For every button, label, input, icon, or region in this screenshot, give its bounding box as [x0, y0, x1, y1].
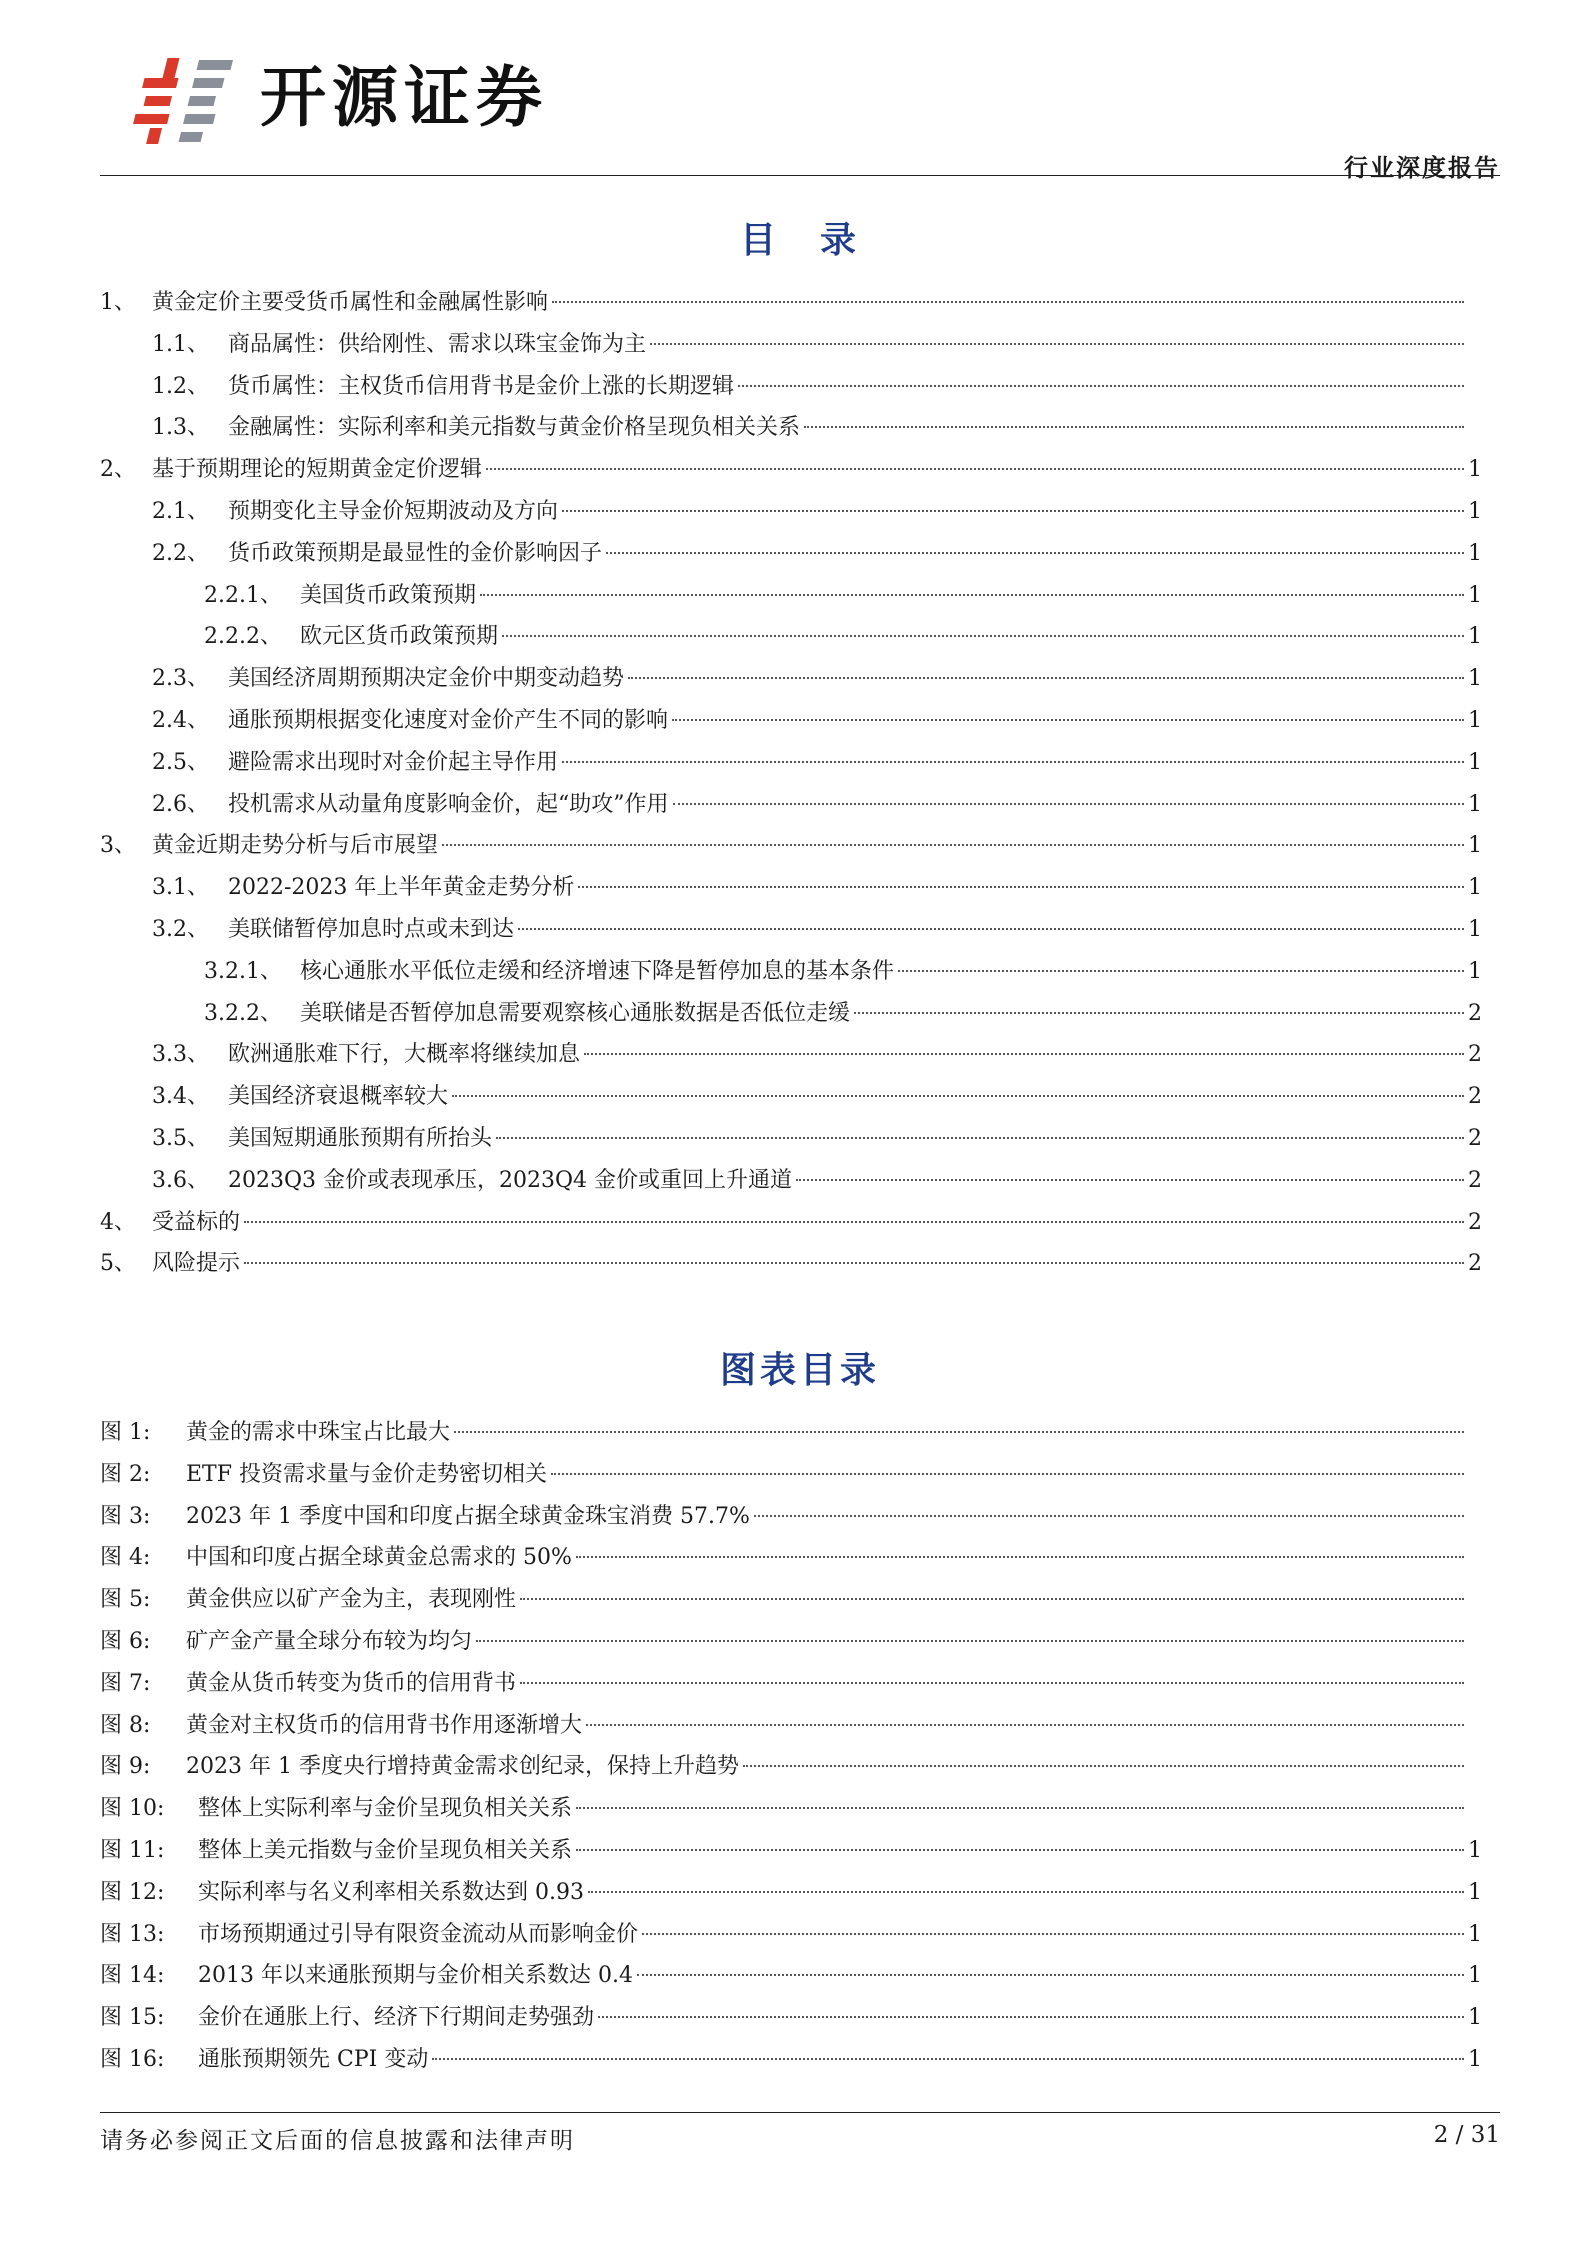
entry-page-number: 1	[1468, 1963, 1482, 1989]
entry-title: 矿产金产量全球分布较为均匀	[186, 1628, 473, 1654]
dot-leader	[244, 1261, 1464, 1264]
entry-title: 整体上美元指数与金价呈现负相关关系	[198, 1837, 573, 1863]
footer-divider	[100, 2112, 1500, 2113]
dot-leader	[738, 384, 1464, 387]
dot-leader	[442, 843, 1464, 846]
toc-entry[interactable]	[100, 1034, 1482, 1076]
page-header	[100, 48, 1500, 182]
figure-entry[interactable]	[100, 1788, 1482, 1830]
entry-page-number: 1	[1468, 1921, 1482, 1947]
dot-leader	[576, 1806, 1464, 1809]
entry-number: 图 6:	[100, 1628, 151, 1654]
entry-title: 美国货币政策预期	[300, 582, 477, 608]
entry-title: 黄金的需求中珠宝占比最大	[186, 1420, 451, 1445]
dot-leader	[520, 1597, 1464, 1600]
dot-leader	[606, 551, 1464, 554]
figure-entry[interactable]	[100, 1830, 1482, 1872]
entry-page-number: 1	[1468, 1879, 1482, 1905]
entry-title: 美国短期通胀预期有所抬头	[228, 1125, 493, 1151]
figure-entry[interactable]	[100, 1663, 1482, 1705]
toc-entry[interactable]	[100, 784, 1482, 826]
entry-title: 货币属性：主权货币信用背书是金价上涨的长期逻辑	[228, 373, 735, 399]
figure-entry[interactable]	[100, 2039, 1482, 2081]
entry-page-number: 1	[1468, 666, 1482, 692]
entry-page-number: 1	[1468, 582, 1482, 608]
figure-entry[interactable]	[100, 1746, 1482, 1788]
dot-leader	[496, 1136, 1464, 1139]
entry-number: 图 16:	[100, 2046, 165, 2072]
dot-leader	[743, 1764, 1464, 1767]
entry-title: ETF 投资需求量与金价走势密切相关	[186, 1461, 547, 1487]
dot-leader	[598, 2015, 1464, 2018]
toc-entry[interactable]	[100, 1202, 1482, 1244]
entry-page-number: 1	[1468, 833, 1482, 859]
footer-disclaimer: 请务必参阅正文后面的信息披露和法律声明	[100, 2128, 575, 2154]
entry-title: 2013 年以来通胀预期与金价相关系数达 0.4	[198, 1963, 633, 1989]
entry-title: 商品属性：供给刚性、需求以珠宝金饰为主	[228, 331, 647, 357]
entry-title: 美联储是否暂停加息需要观察核心通胀数据是否低位走缓	[300, 1000, 851, 1026]
entry-number: 1.3、	[152, 415, 209, 441]
toc-entry[interactable]	[100, 742, 1482, 784]
entry-number: 3.1、	[152, 875, 209, 901]
toc-entry[interactable]	[100, 1243, 1482, 1285]
entry-number: 3.2.2、	[204, 1000, 282, 1026]
toc-entry[interactable]	[100, 951, 1482, 993]
dot-leader	[854, 1011, 1464, 1014]
entry-number: 2.3、	[152, 666, 209, 692]
entry-number: 1.1、	[152, 331, 209, 357]
entry-title: 通胀预期根据变化速度对金价产生不同的影响	[228, 707, 669, 733]
toc-entry[interactable]	[100, 533, 1482, 575]
entry-number: 图 4:	[100, 1545, 151, 1571]
toc-entry[interactable]	[100, 1160, 1482, 1202]
entry-page-number: 1	[1468, 791, 1482, 817]
entry-number: 3.2、	[152, 916, 209, 942]
entry-title: 货币政策预期是最显性的金价影响因子	[228, 540, 603, 566]
entry-title: 核心通胀水平低位走缓和经济增速下降是暂停加息的基本条件	[300, 958, 895, 984]
logo-mark-icon	[130, 48, 240, 148]
entry-title: 黄金近期走势分析与后市展望	[152, 833, 439, 859]
dot-leader	[244, 1220, 1464, 1223]
figure-entry[interactable]	[100, 1955, 1482, 1997]
entry-number: 2、	[100, 457, 136, 483]
entry-number: 1、	[100, 290, 136, 315]
entry-number: 图 12:	[100, 1879, 165, 1905]
dot-leader	[486, 467, 1464, 470]
entry-title: 欧元区货币政策预期	[300, 624, 499, 650]
entry-title: 风险提示	[152, 1251, 241, 1277]
toc-entry[interactable]	[100, 1118, 1482, 1160]
entry-number: 3.3、	[152, 1042, 209, 1068]
entry-title: 基于预期理论的短期黄金定价逻辑	[152, 457, 483, 483]
toc-entry[interactable]	[100, 366, 1482, 408]
entry-page-number: 2	[1468, 1167, 1482, 1193]
dot-leader	[672, 718, 1464, 721]
entry-page-number: 1	[1468, 457, 1482, 483]
dot-leader	[454, 1430, 1464, 1433]
dot-leader	[518, 927, 1464, 930]
entry-number: 4、	[100, 1209, 136, 1235]
toc-entry[interactable]	[100, 993, 1482, 1035]
report-type-label: 行业深度报告	[1344, 153, 1500, 182]
entry-number: 图 8:	[100, 1712, 151, 1738]
entry-page-number: 1	[1468, 875, 1482, 901]
toc-entry[interactable]	[100, 449, 1482, 491]
entry-number: 2.2.2、	[204, 624, 282, 650]
dot-leader	[576, 1555, 1464, 1558]
entry-number: 图 10:	[100, 1796, 165, 1822]
entry-title: 黄金对主权货币的信用背书作用逐渐增大	[186, 1712, 583, 1738]
entry-title: 受益标的	[152, 1209, 241, 1235]
dot-leader	[576, 1848, 1464, 1851]
entry-title: 美国经济衰退概率较大	[228, 1084, 449, 1110]
toc-entry[interactable]	[100, 825, 1482, 867]
entry-number: 图 9:	[100, 1754, 151, 1780]
entry-number: 2.2、	[152, 540, 209, 566]
dot-leader	[584, 1052, 1464, 1055]
dot-leader	[628, 676, 1464, 679]
toc-entry[interactable]	[100, 407, 1482, 449]
entry-number: 图 11:	[100, 1837, 165, 1863]
page-number: 2 / 31	[1433, 2122, 1500, 2148]
entry-title: 金价在通胀上行、经济下行期间走势强劲	[198, 2005, 595, 2031]
dot-leader	[578, 885, 1464, 888]
figure-entry[interactable]	[100, 1412, 1482, 1454]
dot-leader	[502, 634, 1464, 637]
entry-number: 图 5:	[100, 1587, 151, 1613]
entry-title: 通胀预期领先 CPI 变动	[198, 2046, 429, 2072]
figure-entry[interactable]	[100, 1621, 1482, 1663]
entry-number: 图 7:	[100, 1670, 151, 1696]
entry-title: 预期变化主导金价短期波动及方向	[228, 498, 559, 524]
entry-page-number: 2	[1468, 1084, 1482, 1110]
entry-title: 黄金供应以矿产金为主，表现刚性	[186, 1587, 517, 1613]
dot-leader	[588, 1890, 1464, 1893]
dot-leader	[637, 1973, 1464, 1976]
entry-title: 美国经济周期预期决定金价中期变动趋势	[228, 666, 625, 692]
dot-leader	[520, 1681, 1464, 1684]
brand-name: 开源证券	[260, 59, 548, 136]
dot-leader	[804, 425, 1464, 428]
toc-entry[interactable]	[100, 658, 1482, 700]
entry-title: 投机需求从动量角度影响金价，起“助攻”作用	[228, 791, 669, 817]
entry-page-number: 1	[1468, 498, 1482, 524]
entry-title: 整体上实际利率与金价呈现负相关关系	[198, 1796, 573, 1822]
dot-leader	[476, 1639, 1464, 1642]
entry-number: 图 1:	[100, 1420, 151, 1445]
entry-page-number: 1	[1468, 707, 1482, 733]
entry-number: 2.6、	[152, 791, 209, 817]
entry-title: 2023Q3 金价或表现承压，2023Q4 金价或重回上升通道	[228, 1167, 793, 1193]
figures-list	[100, 1412, 1482, 2081]
figure-entry[interactable]	[100, 1914, 1482, 1956]
dot-leader	[642, 1932, 1464, 1935]
dot-leader	[562, 509, 1464, 512]
entry-page-number: 1	[1468, 749, 1482, 775]
entry-title: 市场预期通过引导有限资金流动从而影响金价	[198, 1921, 639, 1947]
toc-title: 目 录	[739, 219, 860, 261]
entry-page-number: 1	[1468, 958, 1482, 984]
dot-leader	[552, 300, 1464, 303]
dot-leader	[551, 1472, 1464, 1475]
dot-leader	[452, 1094, 1464, 1097]
figure-entry[interactable]	[100, 1705, 1482, 1747]
dot-leader	[586, 1723, 1464, 1726]
figure-entry[interactable]	[100, 1496, 1482, 1538]
entry-number: 2.4、	[152, 707, 209, 733]
entry-number: 图 2:	[100, 1461, 151, 1487]
toc-entry[interactable]	[100, 324, 1482, 366]
entry-number: 2.2.1、	[204, 582, 282, 608]
entry-number: 图 15:	[100, 2005, 165, 2031]
entry-title: 黄金从货币转变为货币的信用背书	[186, 1670, 517, 1696]
entry-number: 3.4、	[152, 1084, 209, 1110]
entry-number: 2.5、	[152, 749, 209, 775]
entry-title: 2022-2023 年上半年黄金走势分析	[228, 875, 575, 901]
toc-entry[interactable]	[100, 700, 1482, 742]
entry-page-number: 2	[1468, 1209, 1482, 1235]
entry-title: 2023 年 1 季度央行增持黄金需求创纪录，保持上升趋势	[186, 1754, 739, 1780]
entry-page-number: 1	[1468, 916, 1482, 942]
entry-page-number: 1	[1468, 2046, 1482, 2072]
figures-title: 图表目录	[719, 1349, 880, 1391]
dot-leader	[673, 802, 1465, 805]
entry-page-number: 2	[1468, 1042, 1482, 1068]
entry-title: 2023 年 1 季度中国和印度占据全球黄金珠宝消费 57.7%	[186, 1503, 750, 1529]
toc-entry[interactable]	[100, 909, 1482, 951]
entry-number: 3、	[100, 833, 136, 859]
entry-title: 欧洲通胀难下行，大概率将继续加息	[228, 1042, 581, 1068]
toc-entry[interactable]	[100, 282, 1482, 324]
entry-title: 避险需求出现时对金价起主导作用	[228, 749, 559, 775]
entry-number: 3.5、	[152, 1125, 209, 1151]
toc-entry[interactable]	[100, 575, 1482, 617]
figure-entry[interactable]	[100, 1537, 1482, 1579]
entry-title: 黄金定价主要受货币属性和金融属性影响	[152, 290, 549, 315]
entry-number: 图 13:	[100, 1921, 165, 1947]
dot-leader	[562, 760, 1464, 763]
entry-number: 3.2.1、	[204, 958, 282, 984]
toc-entry[interactable]	[100, 616, 1482, 658]
entry-title: 中国和印度占据全球黄金总需求的 50%	[186, 1545, 572, 1571]
entry-number: 图 14:	[100, 1963, 165, 1989]
toc-entry[interactable]	[100, 1076, 1482, 1118]
dot-leader	[650, 342, 1464, 345]
toc-entry[interactable]	[100, 491, 1482, 533]
figure-entry[interactable]	[100, 1454, 1482, 1496]
toc-list	[100, 282, 1482, 1285]
dot-leader	[754, 1514, 1464, 1517]
entry-number: 3.6、	[152, 1167, 209, 1193]
entry-number: 5、	[100, 1251, 136, 1277]
entry-page-number: 1	[1468, 2005, 1482, 2031]
figure-entry[interactable]	[100, 1872, 1482, 1914]
entry-number: 图 3:	[100, 1503, 151, 1529]
entry-page-number: 2	[1468, 1000, 1482, 1026]
entry-page-number: 1	[1468, 1837, 1482, 1863]
header-divider	[100, 175, 1500, 176]
entry-title: 美联储暂停加息时点或未到达	[228, 916, 515, 942]
entry-page-number: 2	[1468, 1125, 1482, 1151]
entry-title: 实际利率与名义利率相关系数达到 0.93	[198, 1879, 584, 1905]
entry-page-number: 1	[1468, 540, 1482, 566]
figure-entry[interactable]	[100, 1997, 1482, 2039]
dot-leader	[898, 969, 1464, 972]
entry-title: 金融属性：实际利率和美元指数与黄金价格呈现负相关关系	[228, 415, 801, 441]
company-logo	[130, 48, 590, 148]
dot-leader	[432, 2057, 1464, 2060]
entry-page-number: 1	[1468, 624, 1482, 650]
entry-page-number: 2	[1468, 1251, 1482, 1277]
toc-entry[interactable]	[100, 867, 1482, 909]
dot-leader	[480, 593, 1464, 596]
entry-number: 2.1、	[152, 498, 209, 524]
figure-entry[interactable]	[100, 1579, 1482, 1621]
dot-leader	[796, 1178, 1464, 1181]
entry-number: 1.2、	[152, 373, 209, 399]
